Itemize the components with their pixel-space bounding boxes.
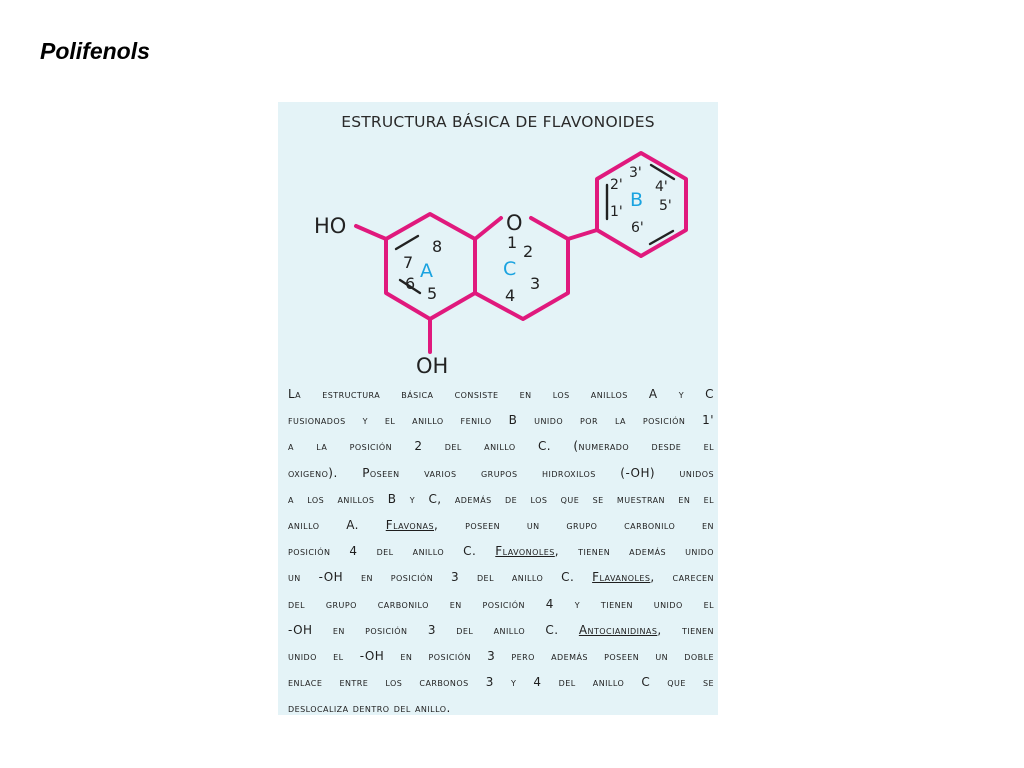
description-segment: , poseen un grupo carbonilo en (434, 518, 714, 533)
ring-a-number-7: 7 (403, 253, 414, 272)
description-segment: , tienen además unido (554, 544, 714, 559)
description-line: enlace entre los carbonos 3 y 4 del anillo C que se (288, 675, 714, 690)
ring-c-number-1: 1 (507, 233, 518, 252)
description-line (288, 564, 714, 590)
flavonoid-structure-diagram (278, 102, 718, 382)
description-line: La estructura básica consiste en los anillos A y C (288, 387, 714, 401)
description-line: del grupo carbonilo en posición 4 y tienen unido el (288, 596, 714, 611)
description-line (288, 538, 714, 564)
ho-bond (356, 226, 386, 239)
ring-c-label: C (503, 258, 517, 280)
description-line: deslocaliza dentro del anillo. (288, 701, 451, 716)
description-segment: un -OH en posición 3 del anillo C. (288, 570, 593, 585)
description-line: a los anillos B y C, además de los que se muestran en el (288, 491, 714, 506)
ring-a-number-5: 5 (427, 284, 438, 303)
ring-b-number-1p: 1' (610, 204, 623, 220)
description-line: unido el -OH en posición 3 pero además poseen un doble (288, 649, 714, 664)
ring-b-number-5p: 5' (659, 198, 672, 214)
ring-a-label: A (420, 260, 433, 282)
term-flavonoles: Flavonoles (495, 544, 555, 559)
description-line (288, 617, 714, 643)
ring-c-number-4: 4 (505, 286, 516, 305)
slide-title: Polifenols (40, 38, 150, 64)
ring-c-bond-c8a-o (475, 218, 501, 239)
ho-label: HO (314, 214, 347, 238)
term-antocianidinas: Antocianidinas (578, 622, 658, 637)
description-segment: -OH en posición 3 del anillo C. (288, 622, 579, 637)
ring-b-number-4p: 4' (655, 179, 668, 195)
ring-b-number-6p: 6' (631, 220, 644, 236)
ring-b-number-3p: 3' (629, 165, 642, 181)
ring-c-number-2: 2 (523, 242, 534, 261)
ring-a-number-6: 6 (405, 274, 416, 293)
ring-b-number-2p: 2' (610, 177, 623, 193)
figure-title: ESTRUCTURA BÁSICA DE FLAVONOIDES (341, 113, 655, 131)
term-flavanoles: Flavanoles (592, 570, 651, 585)
term-flavonas: Flavonas (385, 518, 435, 533)
description-line: oxigeno). Poseen varios grupos hidroxilos (-OH) unidos (288, 465, 714, 480)
description-line (288, 512, 714, 538)
linker-bond (568, 230, 597, 239)
ring-c-number-3: 3 (530, 274, 541, 293)
ring-b-label: B (630, 189, 644, 211)
double-bond-a-top (396, 236, 418, 249)
description-segment: anillo A. (288, 518, 386, 533)
description-line: fusionados y el anillo fenilo B unido por la posición 1' (288, 413, 714, 428)
description-text (288, 381, 714, 722)
oxygen-label: O (506, 211, 523, 235)
description-segment: posición 4 del anillo C. (288, 544, 496, 559)
oh-label: OH (416, 354, 449, 378)
description-line: a la posición 2 del anillo C. (numerado desde el (288, 439, 714, 454)
description-segment: , tienen (657, 622, 714, 637)
flavonoid-figure (278, 102, 718, 715)
description-segment: , carecen (650, 570, 714, 585)
ring-a-number-8: 8 (432, 237, 443, 256)
